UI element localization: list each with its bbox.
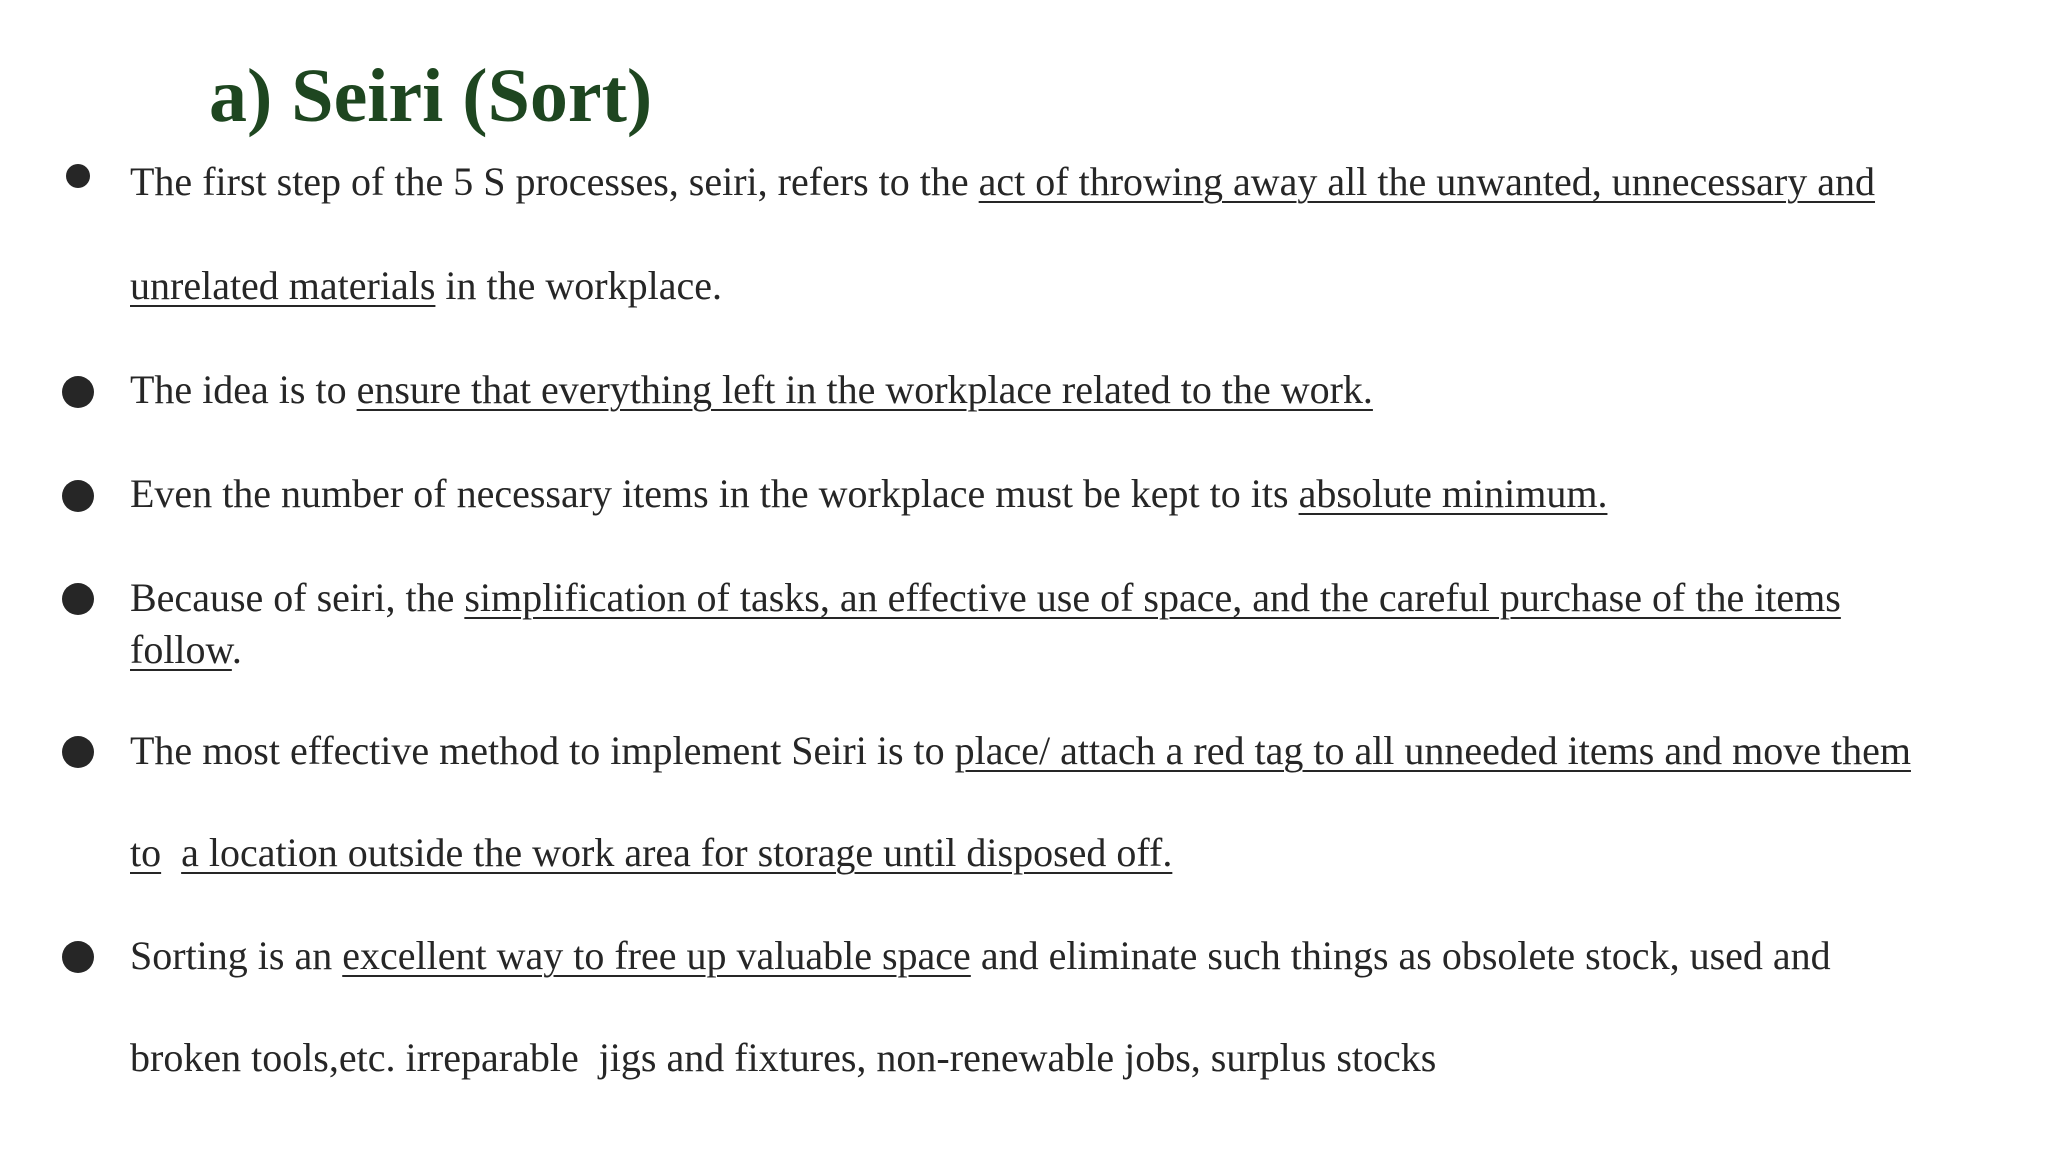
bullet-dot — [62, 376, 94, 408]
slide-title: a) Seiri (Sort) — [209, 54, 653, 138]
bullet-dot — [62, 480, 94, 512]
bullet-dot — [62, 583, 94, 615]
bullet-1-line-2 — [130, 260, 722, 312]
text-segment: . — [231, 627, 242, 672]
underlined-text: a location outside the work area for storage until disposed off. — [181, 830, 1173, 875]
bullet-1-line-1 — [130, 156, 1875, 208]
underlined-text: simplification of tasks, an effective use of space, and the careful purchase of the items — [464, 575, 1841, 620]
text-segment: and eliminate such things as obsolete stock, used and — [970, 933, 1831, 978]
bullet-6-line-1 — [130, 930, 1831, 982]
underlined-text: ensure that everything left in the workplace related to the work. — [356, 367, 1373, 412]
text-segment: broken tools,etc. irreparable jigs and fixtures, non-renewable jobs, surplus stocks — [130, 1035, 1437, 1080]
text-segment: in the workplace. — [435, 263, 722, 308]
text-segment — [161, 830, 181, 875]
underlined-text: to — [130, 830, 162, 875]
bullet-2-line-1 — [130, 364, 1373, 416]
underlined-text: follow — [130, 627, 232, 672]
text-segment: Sorting is an — [130, 933, 343, 978]
bullet-6-line-2 — [130, 1032, 1436, 1084]
text-segment: The idea is to — [130, 367, 357, 412]
bullet-3-line-1 — [130, 468, 1607, 520]
text-segment: Even the number of necessary items in the workplace must be kept to its — [130, 471, 1299, 516]
bullet-dot — [66, 164, 90, 188]
bullet-4-line-1 — [130, 572, 1841, 624]
underlined-text: unrelated materials — [130, 263, 436, 308]
text-segment: The first step of the 5 S processes, seiri, refers to the — [130, 159, 979, 204]
text-segment: The most effective method to implement Seiri is to — [130, 728, 955, 773]
bullet-5-line-1 — [130, 725, 1911, 777]
bullet-dot — [62, 736, 94, 768]
underlined-text: act of throwing away all the unwanted, unnecessary and — [978, 159, 1876, 204]
bullet-dot — [62, 941, 94, 973]
underlined-text: absolute minimum. — [1298, 471, 1608, 516]
text-segment: Because of seiri, the — [130, 575, 465, 620]
underlined-text: place/ attach a red tag to all unneeded items and move them — [954, 728, 1911, 773]
underlined-text: excellent way to free up valuable space — [342, 933, 971, 978]
bullet-4-line-2 — [130, 624, 242, 676]
bullet-5-line-2 — [130, 827, 1172, 879]
